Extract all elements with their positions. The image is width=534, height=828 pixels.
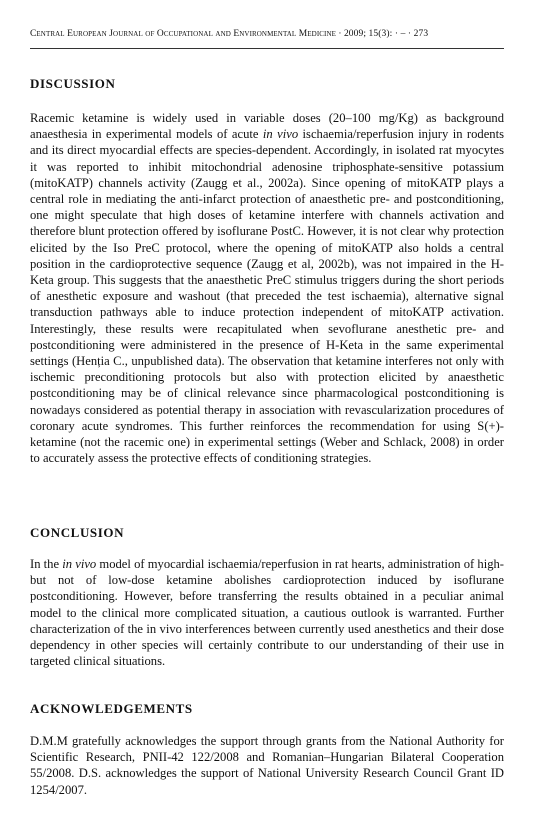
page-number: 273 [413, 29, 429, 39]
conclusion-heading: CONCLUSION [30, 525, 125, 540]
discussion-heading: DISCUSSION [30, 76, 116, 91]
conclusion-text-1: In the [30, 557, 63, 571]
acknowledgements-heading: ACKNOWLEDGEMENTS [30, 701, 193, 716]
citation: 2009; 15(3): [343, 29, 393, 39]
discussion-text-2: ischaemia/reperfusion injury in rodents and its direct myocardial effects are species-dependent. Accordingly, in isolated rat myocytes it was reported to inhibit mitochondrial adenosine triphosphate-sensitive potassium (mitoKATP) channels activity (Zaugg et al., 2002a). Since opening of mitoKATP plays a central role in mediating the anti-infarct protection of anaesthetic pre- and postconditioning, one might speculate that high doses of ketamine interfere with channels activation and therefore blunt protection offered by isoflurane PostC. However, it is not clear why protection elicited by the Iso PreC protocol, where the opening of mitoKATP also holds a central position in the cardioprotective sequence (Zaugg et al, 2002b), was not impaired in the H-Keta group. This suggests that the anaesthetic PreC stimulus triggers during the short periods of anesthetic exposure and washout (that preceded the test ischaemia), alternative signal transduction pathways able to induce protection independent of mitoKATP activation. Interestingly, these results were recapitulated when sevoflurane anesthetic pre- and postconditioning were administered in the presence of H-Keta in the same experimental settings (Henția C., unpublished data). The observation that ketamine interferes not only with ischemic preconditioning protocols but also with protection elicited by anaesthetic postconditioning may be of clinical relevance since pharmacological postconditioning is nowadays considered as potential therapy in association with revascularization procedures of coronary acute syndromes. This further reinforces the recommendation for using S(+)-ketamine (not the racemic one) in experimental settings (Weber and Schlack, 2008) in order to accurately assess the protective effects of conditioning strategies. [30, 127, 505, 466]
conclusion-paragraph [30, 556, 504, 669]
page-range-dash: – [400, 29, 406, 39]
discussion-text-1: Racemic ketamine is widely used in variable doses (20–100 mg/Kg) as background anaesthesia in experimental models of acute [30, 111, 504, 142]
header-rule [30, 48, 504, 49]
conclusion-text-2: model of myocardial ischaemia/reperfusion in rat hearts, administration of high- but not of low-dose ketamine abolishes cardioprotection induced by isoflurane postconditioning. However, before transferring the results obtained in a peculiar animal model to the clinical more complicated situation, a cautious outlook is warranted. Further characterization of the in vivo interferences between currently used anesthetics and their dose dependency in other species will certainly contribute to our understanding of their use in targeted clinical situations. [30, 557, 505, 669]
discussion-italic: in vivo [262, 127, 299, 142]
running-header: Central European Journal of Occupational and Environmental Medicine · 2009; 15(3): · – · 273 [30, 29, 429, 39]
journal-name: Central European Journal of Occupational and Environmental Medicine [30, 29, 337, 39]
conclusion-italic: in vivo [62, 557, 97, 571]
discussion-paragraph [30, 110, 504, 466]
acknowledgements-paragraph: D.M.M gratefully acknowledges the support through grants from the National Authority for Scientific Research, PNII-42 122/2008 and Romanian–Hungarian Bilateral Cooperation 55/2008. D.S. acknowledges the support of National University Research Council Grant ID 1254/2007. [30, 734, 504, 797]
